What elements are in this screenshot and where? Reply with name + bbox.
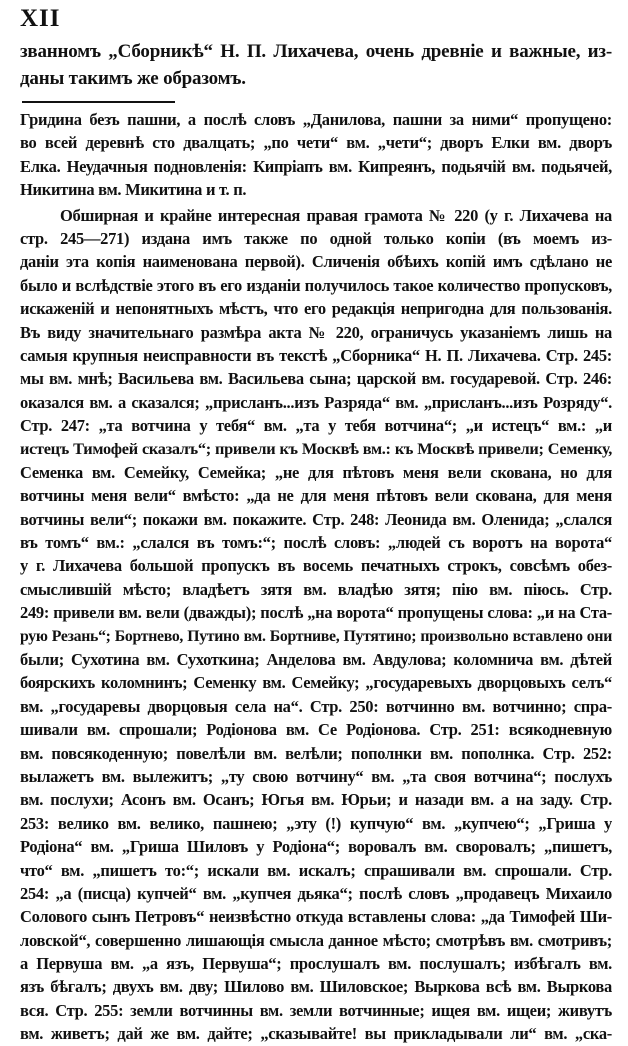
footnote-line: язъ бѣгалъ; двухъ вм. дву; Шилово вм. Шиловское; Выркова всѣ вм. Выркова [20, 977, 612, 997]
footnote-line: даніи эта копія наименована первой). Сличенія обѣихъ копій имъ сдѣлано не [20, 252, 612, 272]
footnote-line: вм. повсякоденную; повелѣли вм. велѣли; пополнки вм. пополнка. Стр. 252: [20, 743, 612, 763]
footnote-line: вся. Стр. 255: земли вотчинны вм. земли вотчинные; ищея вм. ищеи; живутъ [20, 1000, 612, 1020]
footnote-line: рую Резань“; Бортнево, Путино вм. Бортниве, Путятино; произвольно вставлено они [20, 627, 612, 645]
footnote-line: были; Сухотина вм. Сухоткина; Анделова вм. Авдулова; коломнича вм. дѣтей [20, 649, 612, 669]
footnote-line: 249: привели вм. вели (дважды); послѣ „на ворота“ пропущены слова: „и на Ста- [20, 603, 612, 623]
footnote-line: Въ виду значительнаго размѣра акта № 220, ограничусь указаніемъ лишь на [20, 322, 612, 342]
footnotes-block [20, 108, 612, 1046]
footnote-line: вм. послухи; Асонъ вм. Осанъ; Югья вм. Юрьи; и назади вм. а на заду. Стр. [20, 790, 612, 810]
footnote-line: Стр. 247: „та вотчина у тебя“ вм. „та у тебя вотчина“; „и истецъ“ вм.: „и [20, 416, 612, 436]
footnote-line: Елка. Неудачныя подновленія: Кипріапъ вм. Кипреянъ, подьячій вм. подьячей, [20, 156, 612, 176]
footnote-line: боярскихъ коломнинъ; Семенку вм. Семейку; „государевыхъ дворцовыхъ селъ“ [20, 673, 612, 693]
footnote-paragraph-2 [20, 204, 612, 1046]
footnote-line: мы вм. мнѣ; Васильева вм. Васильева сына; царской вм. государевой. Стр. 246: [20, 369, 612, 389]
footnote-paragraph-1 [20, 108, 612, 202]
footnote-line: ловской“, совершенно лишающія смысла данное мѣсто; смотрѣвъ вм. смотривъ; [20, 930, 612, 950]
footnote-line: было и вслѣдствіе этого въ его изданіи получилось такое количество пропусковъ, [20, 275, 612, 295]
footnote-line: вм. живетъ; дай же вм. дайте; „сказывайте! вы прикладывали ли“ вм. „ска- [20, 1024, 612, 1044]
footnote-line: Гридина безъ пашни, а послѣ словъ „Данилова, пашни за ними“ пропущено: [20, 110, 612, 129]
footnote-line: вотчины вели“; покажи вм. покажите. Стр. 248: Леонида вм. Оленида; „слался [20, 509, 612, 529]
footnote-line: во всей деревнѣ сто двалцать; „по чети“ вм. „чети“; дворъ Елки вм. дворъ [20, 133, 612, 153]
main-text-line: званномъ „Сборникѣ“ Н. П. Лихачева, очень древніе и важные, из- [20, 41, 612, 62]
footnote-line: Родіона“ вм. „Гриша Шиловъ у Родіона“; воровалъ вм. своровалъ; „пишетъ, [20, 837, 612, 857]
footnote-line: у г. Лихачева большой пропускъ въ восемь печатныхъ строкъ, совсѣмъ обез- [20, 556, 612, 576]
footnote-line: смыслившій мѣсто; владѣетъ зятя вм. владѣю зятя; пiю вм. пiюсь. Стр. [20, 579, 612, 599]
footnote-line: истецъ Тимофей сказалъ“; привели къ Москвѣ вм.: къ Москвѣ привели; Семенку, [20, 439, 612, 459]
page-number: XII [20, 5, 61, 32]
footnote-separator-rule [22, 101, 175, 103]
footnote-line: 253: велико вм. велико, пашнею; „эту (!) купчую“ вм. „купчею“; „Гриша у [20, 813, 612, 833]
footnote-line: самыя крупныя неисправности въ текстѣ „Сборника“ Н. П. Лихачева. Стр. 245: [20, 345, 612, 365]
footnote-line: въ томъ“ вм.: „слался въ томъ:“; послѣ словъ: „людей съ воротъ на ворота“ [20, 533, 612, 553]
main-text [20, 38, 612, 92]
footnote-line: вылажетъ вм. вылежитъ; „ту свою вотчину“ вм. „та своя вотчина“; послухъ [20, 766, 612, 786]
footnote-line: стр. 245—271) издана имъ также по одной только копіи (въ моемъ из- [20, 228, 612, 248]
footnote-line: что“ вм. „пишетъ то:“; искали вм. искалъ; спрашивали вм. спрошали. Стр. [20, 860, 612, 880]
footnote-line: Солового сынъ Петровъ“ неизвѣстно откуда вставлены слова: „да Тимофей Ши- [20, 907, 612, 927]
footnote-line: 254: „а (писца) купчей“ вм. „купчея дьяка“; послѣ словъ „продавецъ Михаило [20, 883, 612, 903]
footnote-line: оказался вм. а сказался; „присланъ...изъ Разряда“ вм. „присланъ...изъ Розряду“. [20, 392, 612, 412]
footnote-line: а Первуша вм. „а язъ, Первуша“; прослушалъ вм. послушалъ; избѣгалъ вм. [20, 954, 612, 974]
main-text-line: даны такимъ же образомъ. [20, 68, 246, 89]
footnote-line: вм. „государевы дворцовыя села на“. Стр. 250: вотчинно вм. вотчинно; спра- [20, 696, 612, 716]
footnote-line: вотчины меня вели“ вмѣсто: „да не для меня пѣтовъ вели скована, для меня [20, 486, 612, 506]
footnote-line: Никитина вм. Микитина и т. п. [20, 180, 247, 200]
footnote-line: Обширная и крайне интересная правая грамота № 220 (у г. Лихачева на [60, 205, 612, 225]
footnote-line: шивали вм. спрошали; Родіонова вм. Се Родіонова. Стр. 251: всякодневную [20, 720, 612, 740]
footnote-line: Семенка вм. Семейку, Семейка; „не для пѣтовъ меня вели скована, но для [20, 462, 612, 482]
footnote-line: искаженій и непонятныхъ мѣстъ, что его редакція непригодна для пользованія. [20, 299, 612, 319]
